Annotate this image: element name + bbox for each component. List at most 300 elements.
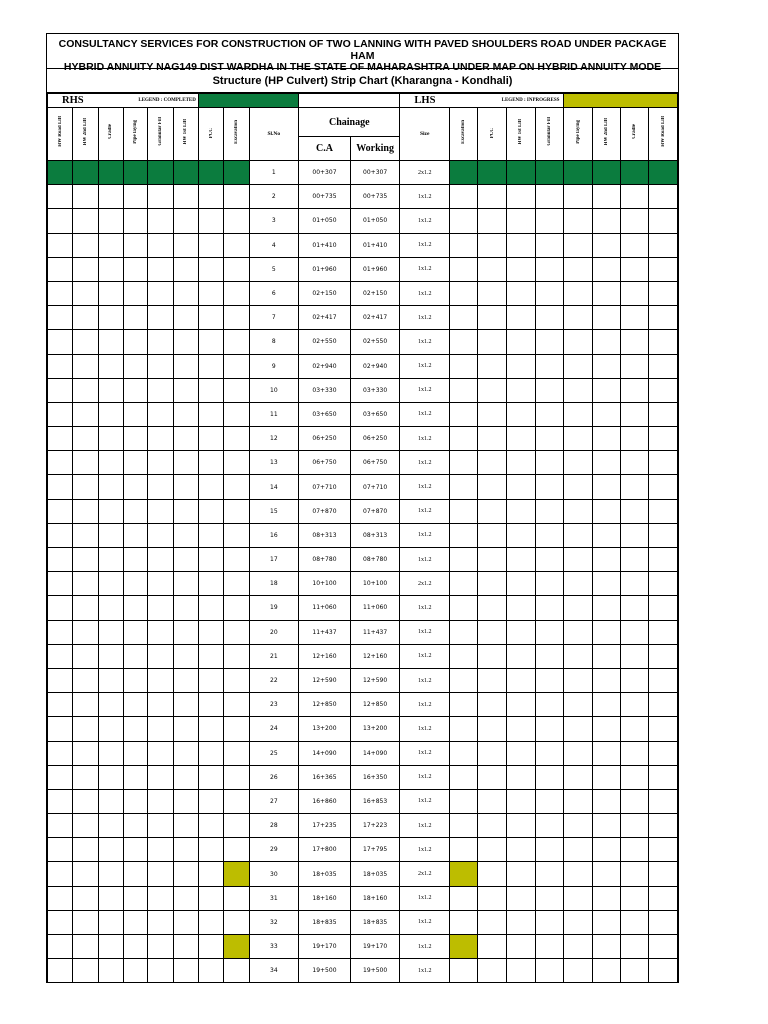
lhs-status-cell[interactable] <box>564 451 592 475</box>
lhs-status-cell[interactable] <box>621 862 649 886</box>
rhs-status-cell[interactable] <box>73 281 98 305</box>
rhs-status-cell[interactable] <box>123 475 147 499</box>
lhs-status-cell[interactable] <box>450 572 478 596</box>
rhs-status-cell[interactable] <box>98 644 123 668</box>
rhs-status-cell[interactable] <box>48 185 73 209</box>
rhs-status-cell[interactable] <box>148 789 173 813</box>
lhs-status-cell[interactable] <box>450 209 478 233</box>
rhs-status-cell[interactable] <box>148 572 173 596</box>
rhs-status-cell[interactable] <box>148 838 173 862</box>
rhs-status-cell[interactable] <box>173 427 198 451</box>
lhs-status-cell[interactable] <box>621 959 649 983</box>
lhs-status-cell[interactable] <box>621 378 649 402</box>
lhs-status-cell[interactable] <box>649 475 678 499</box>
lhs-status-cell[interactable] <box>450 427 478 451</box>
rhs-status-cell[interactable] <box>224 209 249 233</box>
rhs-status-cell[interactable] <box>123 886 147 910</box>
lhs-status-cell[interactable] <box>621 838 649 862</box>
lhs-status-cell[interactable] <box>621 330 649 354</box>
lhs-status-cell[interactable] <box>536 668 564 692</box>
rhs-status-cell[interactable] <box>198 596 223 620</box>
lhs-status-cell[interactable] <box>564 281 592 305</box>
lhs-status-cell[interactable] <box>649 862 678 886</box>
lhs-status-cell[interactable] <box>649 644 678 668</box>
lhs-status-cell[interactable] <box>621 596 649 620</box>
lhs-status-cell[interactable] <box>478 572 506 596</box>
lhs-status-cell[interactable] <box>450 402 478 426</box>
rhs-status-cell[interactable] <box>173 596 198 620</box>
lhs-status-cell[interactable] <box>592 523 620 547</box>
rhs-status-cell[interactable] <box>148 741 173 765</box>
rhs-status-cell[interactable] <box>73 959 98 983</box>
rhs-status-cell[interactable] <box>73 838 98 862</box>
lhs-status-cell[interactable] <box>592 402 620 426</box>
lhs-status-cell[interactable] <box>649 523 678 547</box>
lhs-status-cell[interactable] <box>478 935 506 959</box>
rhs-status-cell[interactable] <box>224 354 249 378</box>
rhs-status-cell[interactable] <box>148 378 173 402</box>
lhs-status-cell[interactable] <box>536 620 564 644</box>
lhs-status-cell[interactable] <box>621 910 649 934</box>
lhs-status-cell[interactable] <box>478 668 506 692</box>
lhs-status-cell[interactable] <box>564 765 592 789</box>
lhs-status-cell[interactable] <box>506 161 535 185</box>
lhs-status-cell[interactable] <box>621 741 649 765</box>
lhs-status-cell[interactable] <box>564 402 592 426</box>
rhs-status-cell[interactable] <box>48 959 73 983</box>
rhs-status-cell[interactable] <box>98 741 123 765</box>
lhs-status-cell[interactable] <box>536 185 564 209</box>
rhs-status-cell[interactable] <box>173 838 198 862</box>
rhs-status-cell[interactable] <box>198 209 223 233</box>
lhs-status-cell[interactable] <box>592 668 620 692</box>
lhs-status-cell[interactable] <box>621 402 649 426</box>
lhs-status-cell[interactable] <box>506 693 535 717</box>
lhs-status-cell[interactable] <box>450 354 478 378</box>
rhs-status-cell[interactable] <box>224 281 249 305</box>
lhs-status-cell[interactable] <box>478 741 506 765</box>
rhs-status-cell[interactable] <box>198 548 223 572</box>
lhs-status-cell[interactable] <box>478 693 506 717</box>
lhs-status-cell[interactable] <box>649 596 678 620</box>
rhs-status-cell[interactable] <box>173 330 198 354</box>
rhs-status-cell[interactable] <box>73 378 98 402</box>
lhs-status-cell[interactable] <box>450 789 478 813</box>
rhs-status-cell[interactable] <box>173 161 198 185</box>
rhs-status-cell[interactable] <box>73 741 98 765</box>
lhs-status-cell[interactable] <box>536 354 564 378</box>
rhs-status-cell[interactable] <box>98 330 123 354</box>
rhs-status-cell[interactable] <box>198 281 223 305</box>
lhs-status-cell[interactable] <box>621 209 649 233</box>
rhs-status-cell[interactable] <box>224 572 249 596</box>
lhs-status-cell[interactable] <box>506 935 535 959</box>
lhs-status-cell[interactable] <box>649 499 678 523</box>
lhs-status-cell[interactable] <box>564 572 592 596</box>
rhs-status-cell[interactable] <box>48 548 73 572</box>
lhs-status-cell[interactable] <box>649 354 678 378</box>
lhs-status-cell[interactable] <box>450 378 478 402</box>
rhs-status-cell[interactable] <box>198 427 223 451</box>
lhs-status-cell[interactable] <box>450 451 478 475</box>
lhs-status-cell[interactable] <box>536 765 564 789</box>
rhs-status-cell[interactable] <box>148 935 173 959</box>
rhs-status-cell[interactable] <box>148 644 173 668</box>
rhs-status-cell[interactable] <box>123 233 147 257</box>
rhs-status-cell[interactable] <box>123 789 147 813</box>
lhs-status-cell[interactable] <box>592 475 620 499</box>
lhs-status-cell[interactable] <box>478 644 506 668</box>
rhs-status-cell[interactable] <box>73 523 98 547</box>
lhs-status-cell[interactable] <box>649 451 678 475</box>
rhs-status-cell[interactable] <box>173 499 198 523</box>
rhs-status-cell[interactable] <box>148 233 173 257</box>
rhs-status-cell[interactable] <box>148 427 173 451</box>
lhs-status-cell[interactable] <box>592 281 620 305</box>
rhs-status-cell[interactable] <box>73 185 98 209</box>
rhs-status-cell[interactable] <box>123 572 147 596</box>
rhs-status-cell[interactable] <box>98 959 123 983</box>
lhs-status-cell[interactable] <box>564 257 592 281</box>
rhs-status-cell[interactable] <box>48 668 73 692</box>
rhs-status-cell[interactable] <box>198 572 223 596</box>
lhs-status-cell[interactable] <box>564 427 592 451</box>
lhs-status-cell[interactable] <box>621 427 649 451</box>
rhs-status-cell[interactable] <box>48 765 73 789</box>
lhs-status-cell[interactable] <box>478 475 506 499</box>
rhs-status-cell[interactable] <box>123 257 147 281</box>
lhs-status-cell[interactable] <box>592 499 620 523</box>
lhs-status-cell[interactable] <box>649 789 678 813</box>
rhs-status-cell[interactable] <box>173 257 198 281</box>
rhs-status-cell[interactable] <box>48 451 73 475</box>
rhs-status-cell[interactable] <box>198 620 223 644</box>
rhs-status-cell[interactable] <box>148 693 173 717</box>
lhs-status-cell[interactable] <box>478 257 506 281</box>
rhs-status-cell[interactable] <box>73 354 98 378</box>
lhs-status-cell[interactable] <box>649 765 678 789</box>
lhs-status-cell[interactable] <box>621 935 649 959</box>
rhs-status-cell[interactable] <box>73 548 98 572</box>
lhs-status-cell[interactable] <box>506 427 535 451</box>
lhs-status-cell[interactable] <box>506 281 535 305</box>
rhs-status-cell[interactable] <box>224 523 249 547</box>
lhs-status-cell[interactable] <box>564 378 592 402</box>
rhs-status-cell[interactable] <box>224 306 249 330</box>
lhs-status-cell[interactable] <box>592 862 620 886</box>
lhs-status-cell[interactable] <box>478 523 506 547</box>
lhs-status-cell[interactable] <box>478 451 506 475</box>
rhs-status-cell[interactable] <box>173 378 198 402</box>
rhs-status-cell[interactable] <box>48 596 73 620</box>
rhs-status-cell[interactable] <box>224 596 249 620</box>
lhs-status-cell[interactable] <box>536 789 564 813</box>
rhs-status-cell[interactable] <box>148 354 173 378</box>
lhs-status-cell[interactable] <box>649 427 678 451</box>
lhs-status-cell[interactable] <box>450 330 478 354</box>
rhs-status-cell[interactable] <box>173 281 198 305</box>
lhs-status-cell[interactable] <box>649 209 678 233</box>
rhs-status-cell[interactable] <box>73 572 98 596</box>
rhs-status-cell[interactable] <box>98 910 123 934</box>
lhs-status-cell[interactable] <box>592 354 620 378</box>
rhs-status-cell[interactable] <box>148 306 173 330</box>
rhs-status-cell[interactable] <box>198 523 223 547</box>
lhs-status-cell[interactable] <box>564 862 592 886</box>
rhs-status-cell[interactable] <box>173 354 198 378</box>
lhs-status-cell[interactable] <box>450 814 478 838</box>
lhs-status-cell[interactable] <box>506 209 535 233</box>
lhs-status-cell[interactable] <box>564 209 592 233</box>
lhs-status-cell[interactable] <box>450 935 478 959</box>
rhs-status-cell[interactable] <box>148 281 173 305</box>
rhs-status-cell[interactable] <box>224 257 249 281</box>
rhs-status-cell[interactable] <box>98 233 123 257</box>
rhs-status-cell[interactable] <box>198 935 223 959</box>
rhs-status-cell[interactable] <box>98 668 123 692</box>
rhs-status-cell[interactable] <box>173 548 198 572</box>
lhs-status-cell[interactable] <box>621 620 649 644</box>
rhs-status-cell[interactable] <box>48 741 73 765</box>
lhs-status-cell[interactable] <box>536 644 564 668</box>
lhs-status-cell[interactable] <box>536 475 564 499</box>
lhs-status-cell[interactable] <box>649 741 678 765</box>
lhs-status-cell[interactable] <box>450 475 478 499</box>
rhs-status-cell[interactable] <box>224 717 249 741</box>
lhs-status-cell[interactable] <box>450 185 478 209</box>
rhs-status-cell[interactable] <box>73 910 98 934</box>
rhs-status-cell[interactable] <box>48 838 73 862</box>
rhs-status-cell[interactable] <box>224 959 249 983</box>
rhs-status-cell[interactable] <box>98 572 123 596</box>
rhs-status-cell[interactable] <box>198 185 223 209</box>
rhs-status-cell[interactable] <box>98 475 123 499</box>
rhs-status-cell[interactable] <box>123 402 147 426</box>
lhs-status-cell[interactable] <box>592 717 620 741</box>
rhs-status-cell[interactable] <box>173 402 198 426</box>
rhs-status-cell[interactable] <box>224 838 249 862</box>
rhs-status-cell[interactable] <box>123 596 147 620</box>
rhs-status-cell[interactable] <box>198 451 223 475</box>
lhs-status-cell[interactable] <box>536 209 564 233</box>
lhs-status-cell[interactable] <box>450 693 478 717</box>
rhs-status-cell[interactable] <box>48 717 73 741</box>
rhs-status-cell[interactable] <box>73 209 98 233</box>
lhs-status-cell[interactable] <box>649 185 678 209</box>
lhs-status-cell[interactable] <box>478 378 506 402</box>
rhs-status-cell[interactable] <box>173 475 198 499</box>
rhs-status-cell[interactable] <box>48 862 73 886</box>
lhs-status-cell[interactable] <box>621 306 649 330</box>
lhs-status-cell[interactable] <box>592 838 620 862</box>
rhs-status-cell[interactable] <box>198 378 223 402</box>
rhs-status-cell[interactable] <box>123 935 147 959</box>
rhs-status-cell[interactable] <box>123 741 147 765</box>
rhs-status-cell[interactable] <box>198 789 223 813</box>
lhs-status-cell[interactable] <box>649 959 678 983</box>
rhs-status-cell[interactable] <box>224 910 249 934</box>
lhs-status-cell[interactable] <box>621 717 649 741</box>
rhs-status-cell[interactable] <box>73 596 98 620</box>
rhs-status-cell[interactable] <box>224 185 249 209</box>
rhs-status-cell[interactable] <box>98 499 123 523</box>
rhs-status-cell[interactable] <box>148 161 173 185</box>
lhs-status-cell[interactable] <box>478 330 506 354</box>
lhs-status-cell[interactable] <box>506 523 535 547</box>
lhs-status-cell[interactable] <box>564 693 592 717</box>
rhs-status-cell[interactable] <box>98 789 123 813</box>
lhs-status-cell[interactable] <box>478 862 506 886</box>
lhs-status-cell[interactable] <box>621 814 649 838</box>
lhs-status-cell[interactable] <box>478 402 506 426</box>
lhs-status-cell[interactable] <box>536 935 564 959</box>
lhs-status-cell[interactable] <box>450 862 478 886</box>
rhs-status-cell[interactable] <box>148 596 173 620</box>
rhs-status-cell[interactable] <box>148 620 173 644</box>
rhs-status-cell[interactable] <box>98 717 123 741</box>
lhs-status-cell[interactable] <box>536 257 564 281</box>
lhs-status-cell[interactable] <box>621 789 649 813</box>
lhs-status-cell[interactable] <box>536 523 564 547</box>
rhs-status-cell[interactable] <box>123 838 147 862</box>
lhs-status-cell[interactable] <box>592 935 620 959</box>
lhs-status-cell[interactable] <box>621 886 649 910</box>
rhs-status-cell[interactable] <box>198 402 223 426</box>
lhs-status-cell[interactable] <box>478 209 506 233</box>
lhs-status-cell[interactable] <box>478 427 506 451</box>
lhs-status-cell[interactable] <box>592 814 620 838</box>
lhs-status-cell[interactable] <box>649 886 678 910</box>
lhs-status-cell[interactable] <box>621 644 649 668</box>
lhs-status-cell[interactable] <box>536 233 564 257</box>
rhs-status-cell[interactable] <box>73 233 98 257</box>
lhs-status-cell[interactable] <box>564 717 592 741</box>
lhs-status-cell[interactable] <box>478 789 506 813</box>
lhs-status-cell[interactable] <box>536 402 564 426</box>
rhs-status-cell[interactable] <box>48 257 73 281</box>
lhs-status-cell[interactable] <box>649 306 678 330</box>
lhs-status-cell[interactable] <box>536 572 564 596</box>
lhs-status-cell[interactable] <box>592 620 620 644</box>
rhs-status-cell[interactable] <box>173 185 198 209</box>
rhs-status-cell[interactable] <box>173 306 198 330</box>
rhs-status-cell[interactable] <box>73 475 98 499</box>
lhs-status-cell[interactable] <box>450 233 478 257</box>
rhs-status-cell[interactable] <box>98 596 123 620</box>
lhs-status-cell[interactable] <box>536 862 564 886</box>
rhs-status-cell[interactable] <box>123 693 147 717</box>
rhs-status-cell[interactable] <box>123 306 147 330</box>
lhs-status-cell[interactable] <box>564 838 592 862</box>
lhs-status-cell[interactable] <box>592 548 620 572</box>
rhs-status-cell[interactable] <box>148 209 173 233</box>
rhs-status-cell[interactable] <box>148 548 173 572</box>
rhs-status-cell[interactable] <box>98 862 123 886</box>
lhs-status-cell[interactable] <box>478 814 506 838</box>
rhs-status-cell[interactable] <box>73 717 98 741</box>
lhs-status-cell[interactable] <box>649 838 678 862</box>
rhs-status-cell[interactable] <box>73 765 98 789</box>
lhs-status-cell[interactable] <box>478 596 506 620</box>
lhs-status-cell[interactable] <box>478 281 506 305</box>
lhs-status-cell[interactable] <box>506 330 535 354</box>
lhs-status-cell[interactable] <box>506 402 535 426</box>
rhs-status-cell[interactable] <box>73 330 98 354</box>
rhs-status-cell[interactable] <box>198 959 223 983</box>
rhs-status-cell[interactable] <box>48 161 73 185</box>
rhs-status-cell[interactable] <box>224 499 249 523</box>
lhs-status-cell[interactable] <box>506 257 535 281</box>
lhs-status-cell[interactable] <box>621 693 649 717</box>
rhs-status-cell[interactable] <box>123 330 147 354</box>
lhs-status-cell[interactable] <box>478 499 506 523</box>
lhs-status-cell[interactable] <box>450 499 478 523</box>
lhs-status-cell[interactable] <box>478 717 506 741</box>
lhs-status-cell[interactable] <box>649 330 678 354</box>
rhs-status-cell[interactable] <box>98 402 123 426</box>
rhs-status-cell[interactable] <box>48 886 73 910</box>
rhs-status-cell[interactable] <box>123 185 147 209</box>
lhs-status-cell[interactable] <box>621 233 649 257</box>
rhs-status-cell[interactable] <box>123 910 147 934</box>
lhs-status-cell[interactable] <box>649 161 678 185</box>
rhs-status-cell[interactable] <box>148 523 173 547</box>
rhs-status-cell[interactable] <box>123 548 147 572</box>
rhs-status-cell[interactable] <box>98 306 123 330</box>
rhs-status-cell[interactable] <box>173 741 198 765</box>
lhs-status-cell[interactable] <box>621 765 649 789</box>
rhs-status-cell[interactable] <box>173 814 198 838</box>
rhs-status-cell[interactable] <box>123 523 147 547</box>
lhs-status-cell[interactable] <box>592 644 620 668</box>
rhs-status-cell[interactable] <box>148 257 173 281</box>
lhs-status-cell[interactable] <box>564 185 592 209</box>
lhs-status-cell[interactable] <box>536 596 564 620</box>
lhs-status-cell[interactable] <box>450 668 478 692</box>
lhs-status-cell[interactable] <box>506 233 535 257</box>
lhs-status-cell[interactable] <box>536 717 564 741</box>
rhs-status-cell[interactable] <box>48 475 73 499</box>
lhs-status-cell[interactable] <box>450 910 478 934</box>
lhs-status-cell[interactable] <box>506 378 535 402</box>
lhs-status-cell[interactable] <box>564 161 592 185</box>
lhs-status-cell[interactable] <box>649 548 678 572</box>
rhs-status-cell[interactable] <box>48 281 73 305</box>
lhs-status-cell[interactable] <box>536 814 564 838</box>
rhs-status-cell[interactable] <box>48 935 73 959</box>
rhs-status-cell[interactable] <box>123 161 147 185</box>
rhs-status-cell[interactable] <box>48 427 73 451</box>
rhs-status-cell[interactable] <box>48 499 73 523</box>
lhs-status-cell[interactable] <box>621 668 649 692</box>
rhs-status-cell[interactable] <box>224 330 249 354</box>
lhs-status-cell[interactable] <box>649 233 678 257</box>
lhs-status-cell[interactable] <box>506 620 535 644</box>
lhs-status-cell[interactable] <box>506 886 535 910</box>
lhs-status-cell[interactable] <box>506 596 535 620</box>
rhs-status-cell[interactable] <box>123 814 147 838</box>
lhs-status-cell[interactable] <box>450 644 478 668</box>
rhs-status-cell[interactable] <box>224 789 249 813</box>
lhs-status-cell[interactable] <box>506 475 535 499</box>
lhs-status-cell[interactable] <box>506 451 535 475</box>
rhs-status-cell[interactable] <box>224 741 249 765</box>
rhs-status-cell[interactable] <box>98 814 123 838</box>
rhs-status-cell[interactable] <box>48 572 73 596</box>
lhs-status-cell[interactable] <box>506 765 535 789</box>
lhs-status-cell[interactable] <box>506 548 535 572</box>
lhs-status-cell[interactable] <box>564 644 592 668</box>
